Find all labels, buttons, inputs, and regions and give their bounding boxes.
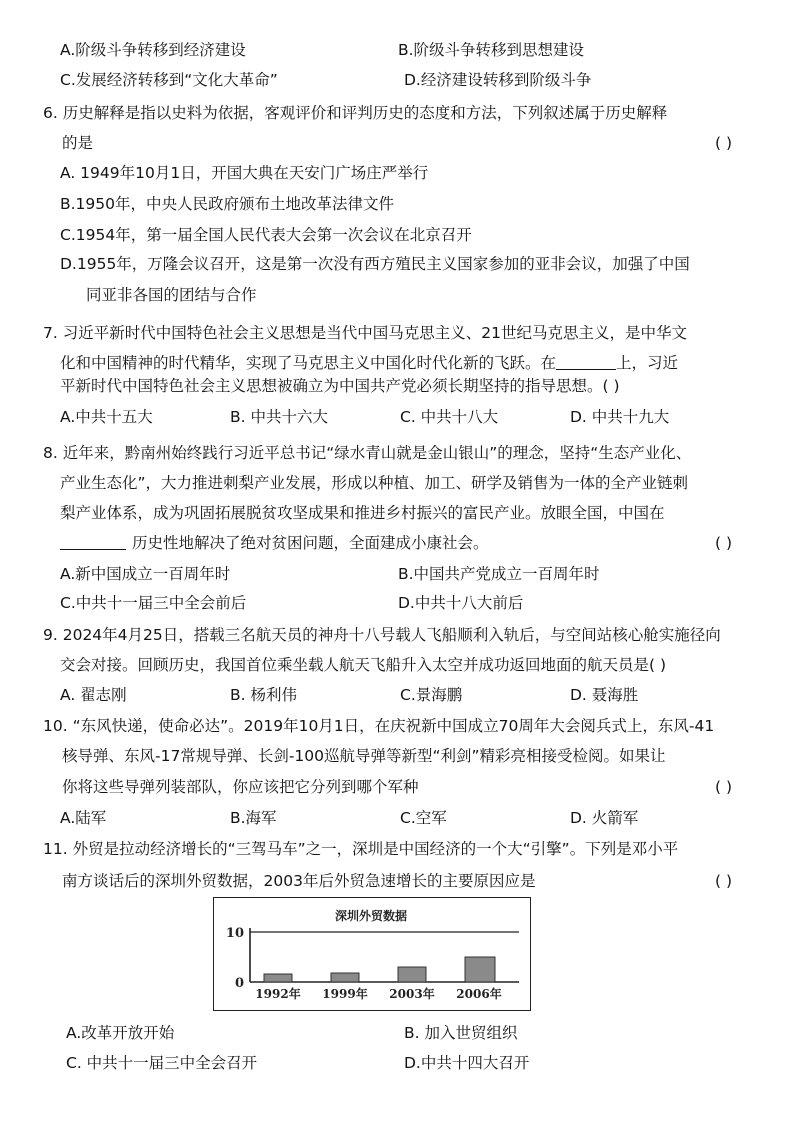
q7-stem-line1: 7. 习近平新时代中国特色社会主义思想是当代中国马克思主义、21世纪马克思主义，是中华文: [43, 324, 687, 342]
q9-option-b[interactable]: B. 杨利伟: [230, 686, 297, 704]
q8-stem-line4: [60, 528, 489, 559]
q8-stem-line2: 产业生态化”，大力推进刺梨产业发展，形成以种植、加工、研学及销售为一体的全产业链刺: [60, 474, 689, 492]
q11-answer-paren[interactable]: ( ): [714, 872, 732, 890]
q7-option-d[interactable]: D. 中共十九大: [570, 408, 670, 426]
q10-option-c[interactable]: C.空军: [400, 809, 447, 827]
chart-bars: [264, 957, 495, 982]
q11-option-b[interactable]: B. 加入世贸组织: [404, 1024, 518, 1042]
q11-options-row1: [60, 1018, 750, 1049]
q5-options-row2: [60, 65, 750, 96]
q6-option-a[interactable]: A. 1949年10月1日，开国大典在天安门广场庄严举行: [60, 164, 429, 182]
q10-option-d[interactable]: D. 火箭军: [570, 809, 639, 827]
q10-option-a[interactable]: A.陆军: [60, 809, 107, 827]
q5-option-c[interactable]: C.发展经济转移到“文化大革命”: [60, 71, 278, 89]
q11-option-d[interactable]: D.中共十四大召开: [404, 1054, 530, 1072]
q6-option-d[interactable]: D.1955年，万隆会议召开，这是第一次没有西方殖民主义国家参加的亚非会议，加强了中国: [60, 255, 690, 273]
q11-stem-line2: 南方谈话后的深圳外贸数据，2003年后外贸急速增长的主要原因应是: [62, 872, 536, 890]
q8-option-d[interactable]: D.中共十八大前后: [398, 594, 524, 612]
x-tick-label-3: 2003年: [389, 987, 435, 1001]
q11-options-row2: [60, 1048, 750, 1079]
q6-option-b[interactable]: B.1950年，中央人民政府颁布土地改革法律文件: [60, 195, 395, 213]
q8-fill-blank[interactable]: [60, 531, 126, 550]
q8-options-row2: [60, 588, 750, 619]
q11-option-a[interactable]: A.改革开放开始: [66, 1024, 175, 1042]
q11-stem-line1: 11. 外贸是拉动经济增长的“三驾马车”之一，深圳是中国经济的一个大“引擎”。下列是邓小平: [43, 840, 679, 858]
bar-4: [465, 957, 495, 982]
q10-answer-paren[interactable]: ( ): [714, 778, 732, 796]
bar-1: [264, 974, 292, 982]
q10-options: [60, 803, 750, 834]
q6-stem-line1: 6. 历史解释是指以史料为依据，客观评价和评判历史的态度和方法，下列叙述属于历史解释: [43, 104, 668, 122]
q10-option-b[interactable]: B.海军: [230, 809, 277, 827]
q8-stem-line1: 8. 近年来，黔南州始终践行习近平总书记“绿水青山就是金山银山”的理念，坚持“生态产业化、: [43, 444, 692, 462]
q11-option-c[interactable]: C. 中共十一届三中全会召开: [66, 1054, 258, 1072]
chart-canvas: [214, 898, 529, 1009]
q8-option-a[interactable]: A.新中国成立一百周年时: [60, 565, 231, 583]
q9-option-c[interactable]: C.景海鹏: [400, 686, 463, 704]
q7-stem-line2-text: 化和中国精神的时代精华，实现了马克思主义中国化时代化新的飞跃。在: [60, 354, 557, 372]
bar-3: [398, 967, 426, 982]
q8-stem-line4-text: 历史性地解决了绝对贫困问题，全面建成小康社会。: [132, 534, 489, 552]
x-tick-label-4: 2006年: [456, 987, 502, 1001]
q7-options: [60, 402, 750, 433]
q8-option-c[interactable]: C.中共十一届三中全会前后: [60, 594, 247, 612]
q7-option-b[interactable]: B. 中共十六大: [230, 408, 328, 426]
q7-stem-line3: 平新时代中国特色社会主义思想被确立为中国共产党必须长期坚持的指导思想。( ): [60, 377, 620, 395]
q8-stem-line3: 梨产业体系，成为巩固拓展脱贫攻坚成果和推进乡村振兴的富民产业。放眼全国，中国在: [60, 504, 665, 522]
q6-option-c[interactable]: C.1954年，第一届全国人民代表大会第一次会议在北京召开: [60, 226, 472, 244]
q9-stem-line1: 9. 2024年4月25日，搭载三名航天员的神舟十八号载人飞船顺利入轨后，与空间站核心舱实施径向: [43, 626, 721, 644]
chart-title: 深圳外贸数据: [334, 909, 408, 923]
y-tick-label-top: 10: [225, 926, 244, 941]
x-tick-label-1: 1992年: [255, 987, 301, 1001]
q9-options: [60, 680, 750, 711]
chart-x-labels: [255, 986, 501, 1001]
q6-stem-line2: 的是: [62, 134, 94, 152]
q7-stem-line2-tail: 上，习近: [616, 354, 679, 372]
q6-answer-paren[interactable]: ( ): [714, 134, 732, 152]
y-tick-label-zero: 0: [234, 976, 244, 991]
q9-option-d[interactable]: D. 聂海胜: [570, 686, 639, 704]
q10-stem-line3: 你将这些导弹列装部队，你应该把它分列到哪个军种: [62, 778, 419, 796]
q9-option-a[interactable]: A. 翟志刚: [60, 686, 127, 704]
q6-option-d-cont: 同亚非各国的团结与合作: [86, 286, 257, 304]
bar-2: [331, 973, 359, 982]
q8-answer-paren[interactable]: ( ): [714, 534, 732, 552]
q7-fill-blank[interactable]: [556, 351, 616, 370]
q5-options-row1: [60, 35, 750, 66]
q5-option-b[interactable]: B.阶级斗争转移到思想建设: [398, 41, 585, 59]
q8-option-b[interactable]: B.中国共产党成立一百周年时: [398, 565, 600, 583]
q7-option-c[interactable]: C. 中共十八大: [400, 408, 499, 426]
q8-options-row1: [60, 559, 750, 590]
shenzhen-trade-chart: [213, 897, 531, 1011]
q9-stem-line2: 交会对接。回顾历史，我国首位乘坐载人航天飞船升入太空并成功返回地面的航天员是( ): [60, 656, 667, 674]
q5-option-a[interactable]: A.阶级斗争转移到经济建设: [60, 41, 246, 59]
q5-option-d[interactable]: D.经济建设转移到阶级斗争: [404, 71, 592, 89]
x-tick-label-2: 1999年: [322, 987, 368, 1001]
q10-stem-line1: 10. “东风快递，使命必达”。2019年10月1日，在庆祝新中国成立70周年大会阅兵式上，东风-41: [43, 717, 715, 735]
q7-option-a[interactable]: A.中共十五大: [60, 408, 153, 426]
q10-stem-line2: 核导弹、东风-17常规导弹、长剑-100巡航导弹等新型“利剑”精彩亮相接受检阅。如果让: [62, 747, 666, 765]
